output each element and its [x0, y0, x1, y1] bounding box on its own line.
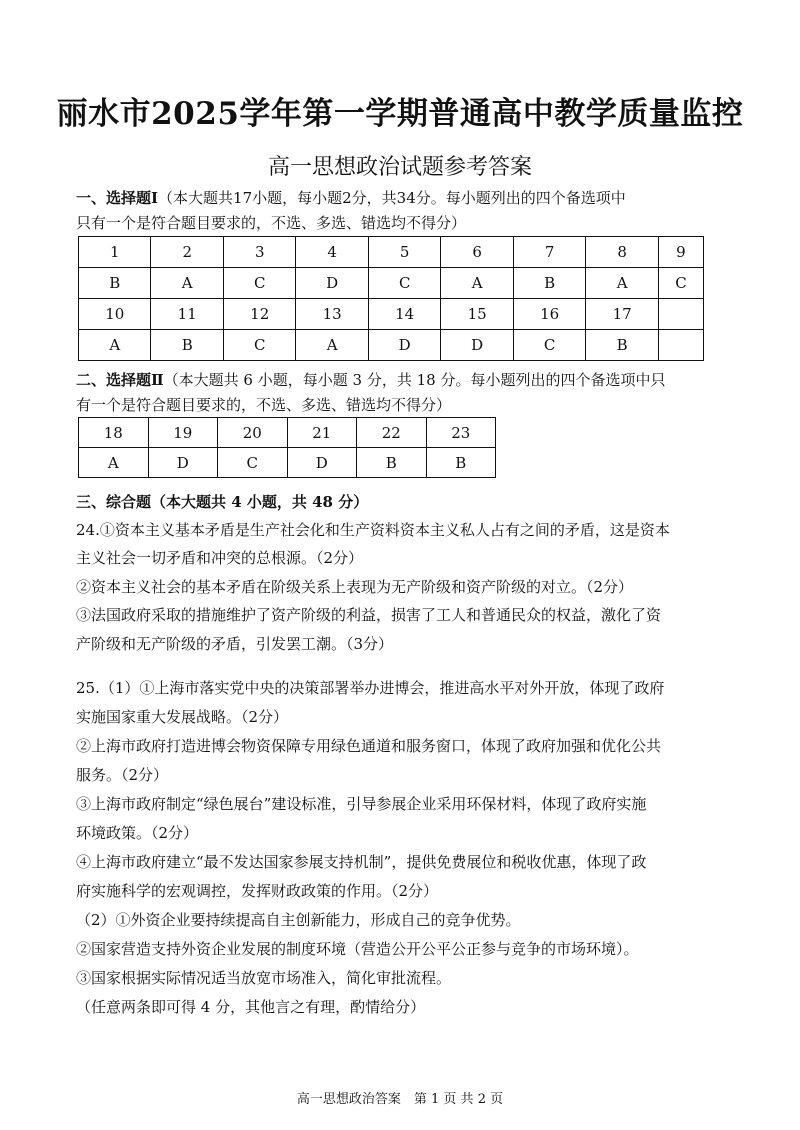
q25-line-9: （2）①外资企业要持续提高自主创新能力，形成自己的竞争优势。: [76, 911, 521, 929]
table-cell: 7: [513, 237, 585, 268]
q25-line-8: 府实施科学的宏观调控，发挥财政政策的作用。（2分）: [76, 882, 439, 900]
q25-line-11: ③国家根据实际情况适当放宽市场准入，简化审批流程。: [76, 969, 452, 987]
table-cell: C: [223, 330, 295, 361]
page-title: 丽水市2025学年第一学期普通高中教学质量监控: [56, 96, 744, 132]
q25-line-2: 实施国家重大发展战略。（2分）: [76, 708, 289, 726]
table-cell: 8: [586, 237, 658, 268]
table-row: [79, 418, 496, 448]
section3-heading: 三、综合题（本大题共 4 小题，共 48 分）: [76, 493, 369, 511]
table-row: [79, 237, 704, 268]
table-cell: 1: [79, 237, 151, 268]
table-cell: B: [151, 330, 223, 361]
q24-line-1: 24.①资本主义基本矛盾是生产社会化和生产资料资本主义私人占有之间的矛盾，这是资本: [76, 521, 670, 539]
table-cell: 17: [586, 299, 658, 330]
table-cell: B: [513, 268, 585, 299]
section1-heading: 一、选择题Ⅰ: [76, 189, 159, 207]
table-cell: D: [287, 448, 357, 478]
table-cell: 5: [368, 237, 440, 268]
table-cell: D: [296, 268, 368, 299]
q25-line-7: ④上海市政府建立“最不发达国家参展支持机制”，提供免费展位和税收优惠，体现了政: [76, 853, 647, 871]
table-cell: D: [368, 330, 440, 361]
q25-line-6: 环境政策。（2分）: [76, 824, 199, 842]
table-cell: D: [441, 330, 513, 361]
table-row: [79, 330, 704, 361]
table-cell: B: [79, 268, 151, 299]
page-footer: 高一思想政治答案 第 1 页 共 2 页: [296, 1092, 504, 1107]
table-cell: B: [426, 448, 496, 478]
table-cell: C: [368, 268, 440, 299]
table-cell: 20: [218, 418, 288, 448]
table-cell: D: [148, 448, 218, 478]
table-cell: 21: [287, 418, 357, 448]
table-cell: 23: [426, 418, 496, 448]
section2-answer-table: [78, 417, 496, 478]
page-subtitle: 高一思想政治试题参考答案: [267, 155, 532, 180]
q25-line-3: ②上海市政府打造进博会物资保障专用绿色通道和服务窗口，体现了政府加强和优化公共: [76, 737, 662, 755]
table-cell: C: [513, 330, 585, 361]
section2-intro-line-2: 有一个是符合题目要求的，不选、多选、错选均不得分）: [76, 396, 452, 414]
section2-intro-line-1: [76, 370, 726, 390]
table-row: [79, 299, 704, 330]
table-cell: A: [441, 268, 513, 299]
q24-line-4: ③法国政府采取的措施维护了资产阶级的利益，损害了工人和普通民众的权益，激化了资: [76, 606, 662, 624]
table-cell: [658, 330, 703, 361]
q25-line-4: 服务。（2分）: [76, 766, 169, 784]
table-cell: A: [79, 330, 151, 361]
table-cell: 10: [79, 299, 151, 330]
table-cell: B: [357, 448, 427, 478]
table-cell: 19: [148, 418, 218, 448]
section2-heading: 二、选择题Ⅱ: [76, 371, 164, 389]
section1-intro-line-1: [76, 188, 726, 208]
table-cell: 15: [441, 299, 513, 330]
table-cell: 22: [357, 418, 427, 448]
q25-line-1: 25.（1）①上海市落实党中央的决策部署举办进博会，推进高水平对外开放，体现了政府: [76, 679, 665, 697]
table-cell: 13: [296, 299, 368, 330]
table-cell: C: [218, 448, 288, 478]
table-cell: 2: [151, 237, 223, 268]
table-row: [79, 448, 496, 478]
table-cell: A: [79, 448, 149, 478]
table-cell: 12: [223, 299, 295, 330]
q24-line-3: ②资本主义社会的基本矛盾在阶级关系上表现为无产阶级和资产阶级的对立。（2分）: [76, 578, 634, 596]
q24-line-2: 主义社会一切矛盾和冲突的总根源。（2分）: [76, 549, 364, 567]
table-row: [79, 268, 704, 299]
table-cell: A: [586, 268, 658, 299]
table-cell: 6: [441, 237, 513, 268]
table-cell: C: [223, 268, 295, 299]
table-cell: B: [586, 330, 658, 361]
table-cell: 14: [368, 299, 440, 330]
q25-line-12: （任意两条即可得 4 分，其他言之有理，酌情给分）: [76, 998, 426, 1016]
table-cell: 4: [296, 237, 368, 268]
table-cell: A: [296, 330, 368, 361]
table-cell: [658, 299, 703, 330]
table-cell: C: [658, 268, 703, 299]
section2-desc: （本大题共 6 小题，每小题 3 分，共 18 分。每小题列出的四个备选项中只: [163, 371, 666, 389]
table-cell: 3: [223, 237, 295, 268]
table-cell: 16: [513, 299, 585, 330]
q25-line-10: ②国家营造支持外资企业发展的制度环境（营造公开公平公正参与竞争的市场环境）。: [76, 940, 639, 958]
table-cell: 11: [151, 299, 223, 330]
section1-intro-line-2: 只有一个是符合题目要求的，不选、多选、错选均不得分）: [76, 214, 467, 232]
table-cell: 9: [658, 237, 703, 268]
section1-answer-table: [78, 236, 704, 361]
table-cell: 18: [79, 418, 149, 448]
table-cell: A: [151, 268, 223, 299]
q25-line-5: ③上海市政府制定“绿色展台”建设标准，引导参展企业采用环保材料，体现了政府实施: [76, 795, 647, 813]
section1-desc: （本大题共17小题，每小题2分，共34分。每小题列出的四个备选项中: [158, 189, 626, 207]
q24-line-5: 产阶级和无产阶级的矛盾，引发罢工潮。（3分）: [76, 635, 394, 653]
